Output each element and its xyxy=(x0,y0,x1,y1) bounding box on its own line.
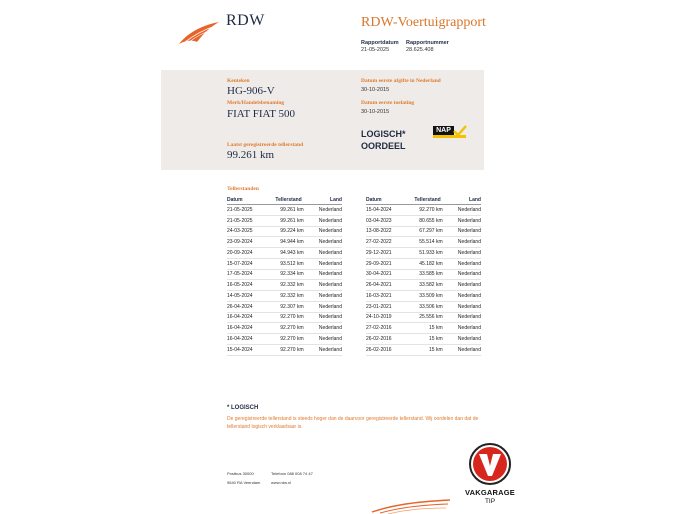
row-date: 16-04-2024 xyxy=(227,334,275,345)
row-country: Nederland xyxy=(443,334,481,345)
row-country: Nederland xyxy=(304,312,342,323)
row-country: Nederland xyxy=(443,291,481,302)
table-row xyxy=(366,237,481,248)
row-odometer: 94.943 km xyxy=(275,248,303,259)
row-country: Nederland xyxy=(443,215,481,226)
vakgarage-line1: VAKGARAGE xyxy=(465,488,515,497)
row-date: 16-05-2024 xyxy=(227,280,275,291)
col-odometer: Tellerstand xyxy=(275,196,302,203)
odometer-table-right xyxy=(366,195,481,356)
table-row xyxy=(366,334,481,345)
table-row xyxy=(227,215,342,226)
make-value: FIAT FIAT 500 xyxy=(227,108,296,120)
row-country: Nederland xyxy=(304,323,342,334)
footnote-text: De geregistreerde tellerstand is steeds hoger dan de daarvoor geregistreerde tellerstand. Wij oordelen dan dat de tellerstand logisch verklaarbaar is. xyxy=(227,416,479,430)
row-date: 24-10-2019 xyxy=(366,312,414,323)
row-country: Nederland xyxy=(304,280,342,291)
row-odometer: 94.944 km xyxy=(275,237,303,248)
row-odometer: 92.332 km xyxy=(275,291,303,302)
table-row xyxy=(227,248,342,259)
table-row xyxy=(366,269,481,280)
row-date: 15-04-2024 xyxy=(366,205,414,216)
table-row xyxy=(366,258,481,269)
table-row xyxy=(227,312,342,323)
first-admission-nl-label: Datum eerste afgifte in Nederland xyxy=(361,78,441,84)
row-country: Nederland xyxy=(304,205,342,216)
footer-swoosh-icon xyxy=(370,498,452,514)
table-row xyxy=(227,301,342,312)
table-row xyxy=(227,237,342,248)
table-row xyxy=(366,215,481,226)
last-odometer-value: 99.261 km xyxy=(227,149,275,161)
row-odometer: 92.270 km xyxy=(275,344,303,355)
row-date: 21-05-2025 xyxy=(227,205,275,216)
row-date: 21-05-2025 xyxy=(227,215,275,226)
row-odometer: 15 km xyxy=(414,323,442,334)
row-odometer: 33.509 km xyxy=(414,291,442,302)
row-odometer: 55.514 km xyxy=(414,237,442,248)
report-title: RDW-Voertuigrapport xyxy=(361,15,486,30)
verdict-line2: OORDEEL xyxy=(361,141,406,151)
report-number: 28.625.408 xyxy=(406,47,434,53)
row-odometer: 80.655 km xyxy=(414,215,442,226)
col-country: Land xyxy=(304,195,342,205)
row-country: Nederland xyxy=(304,237,342,248)
vakgarage-v-icon xyxy=(460,442,520,490)
row-country: Nederland xyxy=(304,334,342,345)
row-country: Nederland xyxy=(443,344,481,355)
row-country: Nederland xyxy=(443,269,481,280)
table-row xyxy=(366,291,481,302)
table-row xyxy=(227,334,342,345)
row-odometer: 92.270 km xyxy=(275,312,303,323)
table-row xyxy=(227,258,342,269)
report-date: 21-05-2025 xyxy=(361,47,390,53)
row-date: 23-09-2024 xyxy=(227,237,275,248)
row-country: Nederland xyxy=(443,258,481,269)
table-row xyxy=(366,301,481,312)
table-row xyxy=(227,280,342,291)
vakgarage-badge xyxy=(460,442,520,512)
table-row xyxy=(366,323,481,334)
row-odometer: 33.582 km xyxy=(414,280,442,291)
row-country: Nederland xyxy=(304,291,342,302)
row-date: 23-01-2021 xyxy=(366,301,414,312)
row-date: 16-04-2024 xyxy=(227,323,275,334)
row-date: 26-02-2016 xyxy=(366,344,414,355)
report-number-label: Rapportnummer xyxy=(406,40,449,46)
row-odometer: 33.585 km xyxy=(414,269,442,280)
col-odometer: Tellerstand xyxy=(414,196,441,203)
row-odometer: 25.556 km xyxy=(414,312,442,323)
odometer-section-title: Tellerstanden xyxy=(227,186,259,192)
table-row xyxy=(227,226,342,237)
row-date: 26-02-2016 xyxy=(366,334,414,345)
row-country: Nederland xyxy=(304,301,342,312)
vehicle-summary-panel xyxy=(161,70,484,170)
table-row xyxy=(227,269,342,280)
nap-check-icon xyxy=(433,126,466,139)
row-date: 26-04-2024 xyxy=(227,301,275,312)
row-date: 29-09-2021 xyxy=(366,258,414,269)
row-date: 16-04-2024 xyxy=(227,312,275,323)
row-date: 24-03-2025 xyxy=(227,226,275,237)
row-date: 15-07-2024 xyxy=(227,258,275,269)
make-label: Merk/Handelsbenaming xyxy=(227,100,285,106)
nap-logo-text: NAP xyxy=(433,126,454,135)
brand-name: RDW xyxy=(226,12,265,29)
row-odometer: 92.334 km xyxy=(275,269,303,280)
vakgarage-line2: TIP xyxy=(484,498,496,505)
row-date: 03-04-2023 xyxy=(366,215,414,226)
rdw-logo-icon xyxy=(177,20,221,46)
row-date: 16-03-2021 xyxy=(366,291,414,302)
verdict-line1: LOGISCH* xyxy=(361,129,406,139)
last-odometer-label: Laatst geregistreerde tellerstand xyxy=(227,142,304,148)
row-date: 27-02-2016 xyxy=(366,323,414,334)
row-odometer: 33.506 km xyxy=(414,301,442,312)
row-odometer: 93.512 km xyxy=(275,258,303,269)
row-date: 26-04-2021 xyxy=(366,280,414,291)
table-row xyxy=(227,344,342,355)
row-country: Nederland xyxy=(304,344,342,355)
table-row xyxy=(366,248,481,259)
table-row xyxy=(366,344,481,355)
table-row xyxy=(366,226,481,237)
row-country: Nederland xyxy=(443,312,481,323)
col-date: Datum xyxy=(366,195,414,205)
row-odometer: 67.297 km xyxy=(414,226,442,237)
col-date: Datum xyxy=(227,195,275,205)
row-odometer: 99.261 km xyxy=(275,205,303,216)
row-country: Nederland xyxy=(304,215,342,226)
row-date: 20-09-2024 xyxy=(227,248,275,259)
row-country: Nederland xyxy=(304,258,342,269)
row-country: Nederland xyxy=(443,323,481,334)
row-date: 14-05-2024 xyxy=(227,291,275,302)
row-odometer: 92.307 km xyxy=(275,301,303,312)
footer-website: www.rdw.nl xyxy=(271,480,292,485)
table-row xyxy=(366,280,481,291)
footer-phone: Telefoon 088 008 74 47 xyxy=(271,471,313,476)
row-date: 13-08-2022 xyxy=(366,226,414,237)
footer-postbus: Postbus 30000 xyxy=(227,471,254,476)
row-odometer: 99.224 km xyxy=(275,226,303,237)
row-odometer: 92.270 km xyxy=(275,334,303,345)
row-date: 30-04-2021 xyxy=(366,269,414,280)
row-country: Nederland xyxy=(443,301,481,312)
row-odometer: 92.332 km xyxy=(275,280,303,291)
odometer-table-left xyxy=(227,195,342,356)
row-odometer: 45.182 km xyxy=(414,258,442,269)
table-row xyxy=(227,291,342,302)
row-odometer: 15 km xyxy=(414,334,442,345)
row-odometer: 51.933 km xyxy=(414,248,442,259)
first-admission-label: Datum eerste toelating xyxy=(361,100,415,106)
row-odometer: 92.270 km xyxy=(275,323,303,334)
row-date: 17-05-2024 xyxy=(227,269,275,280)
verdict xyxy=(361,128,406,152)
row-country: Nederland xyxy=(304,226,342,237)
report-date-label: Rapportdatum xyxy=(361,40,399,46)
row-country: Nederland xyxy=(304,248,342,259)
table-row xyxy=(227,323,342,334)
table-row xyxy=(366,205,481,216)
table-row xyxy=(227,205,342,216)
footer-postcode: 9640 RA Veendam xyxy=(227,480,261,485)
row-country: Nederland xyxy=(443,205,481,216)
row-odometer: 15 km xyxy=(414,344,442,355)
plate-label: Kenteken xyxy=(227,78,250,84)
row-country: Nederland xyxy=(443,248,481,259)
row-odometer: 92.270 km xyxy=(414,205,442,216)
footnote-title: * LOGISCH xyxy=(227,405,259,411)
row-country: Nederland xyxy=(443,226,481,237)
first-admission-nl-value: 30-10-2015 xyxy=(361,87,390,93)
row-date: 27-02-2022 xyxy=(366,237,414,248)
row-country: Nederland xyxy=(304,269,342,280)
first-admission-value: 30-10-2015 xyxy=(361,109,390,115)
table-row xyxy=(366,312,481,323)
row-date: 15-04-2024 xyxy=(227,344,275,355)
row-country: Nederland xyxy=(443,280,481,291)
row-date: 29-12-2021 xyxy=(366,248,414,259)
col-country: Land xyxy=(443,195,481,205)
row-odometer: 99.261 km xyxy=(275,215,303,226)
plate-value: HG-906-V xyxy=(227,85,275,97)
row-country: Nederland xyxy=(443,237,481,248)
